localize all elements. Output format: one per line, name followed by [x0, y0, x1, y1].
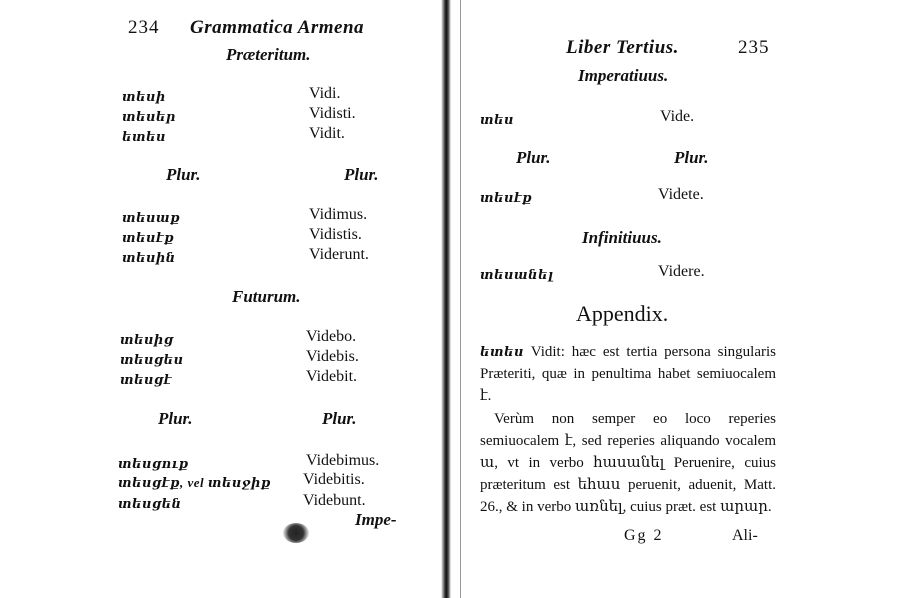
latin-form: Videre.	[658, 263, 705, 280]
left-catchword: Impe-	[355, 510, 397, 529]
armenian-word: տեսի	[122, 89, 166, 104]
latin-form: Vidimus.	[309, 206, 368, 223]
armenian-word: տեսաք	[122, 210, 181, 225]
armenian-word: ետես	[122, 129, 166, 144]
armenian-word: տեսցէք, vel տեսջիք	[118, 475, 271, 490]
appendix-paragraph-1	[480, 341, 776, 407]
left-page	[0, 0, 440, 598]
section-heading-futurum: Futurum.	[232, 287, 301, 306]
armenian-word: ետես	[480, 344, 524, 359]
latin-form: Videbitis.	[303, 471, 365, 488]
latin-form: Videte.	[658, 186, 704, 203]
armenian-word: տես	[480, 112, 514, 127]
right-page-number: 235	[738, 37, 770, 58]
left-page-number: 234	[128, 17, 160, 38]
appendix-text: Vidit: hæc est tertia persona singularis Præteriti, quæ in penultima habet semiuocalem է.	[480, 344, 777, 404]
latin-form: Videbis.	[306, 348, 359, 365]
appendix-title: Appendix.	[576, 301, 669, 326]
latin-form: Videbunt.	[303, 492, 366, 509]
plural-label-right: Plur.	[344, 165, 379, 184]
armenian-word: տեսին	[122, 250, 176, 265]
latin-form: Videbo.	[306, 328, 357, 345]
armenian-word: տեսեր	[122, 109, 176, 124]
book-gutter	[441, 0, 451, 598]
latin-form: Viderunt.	[309, 246, 369, 263]
armenian-word: տեսցէ	[120, 372, 172, 387]
section-heading-imperatiuus: Imperatiuus.	[578, 66, 669, 85]
plural-label-left: Plur.	[166, 165, 201, 184]
left-running-head: Grammatica Armena	[190, 17, 365, 38]
latin-form: Videbimus.	[306, 452, 380, 469]
armenian-word: տեսից	[120, 332, 174, 347]
armenian-word: տեսանել	[480, 267, 554, 282]
armenian-word: տեսցես	[120, 352, 184, 367]
armenian-word: տեսցեն	[118, 496, 182, 511]
section-heading-infinitiuus: Infinitiuus.	[582, 228, 662, 247]
latin-form: Vidisti.	[309, 105, 356, 122]
right-catchword: Ali-	[732, 527, 758, 544]
plural-label-left: Plur.	[516, 148, 551, 167]
right-page	[452, 0, 900, 598]
armenian-word: տեսէք	[122, 230, 175, 245]
latin-form: Vidit.	[309, 125, 345, 142]
plural-label-right: Plur.	[322, 409, 357, 428]
plural-label-left: Plur.	[158, 409, 193, 428]
latin-form: Vidi.	[309, 85, 341, 102]
latin-form: Vidistis.	[309, 226, 362, 243]
right-running-head: Liber Tertius.	[566, 37, 679, 58]
armenian-word: տեսցուք	[118, 456, 189, 471]
plural-label-right: Plur.	[674, 148, 709, 167]
signature-mark: Gg 2	[624, 527, 664, 544]
armenian-word: տեսէք	[480, 190, 533, 205]
appendix-paragraph-2: Verùm non semper eo loco reperies semiuocalem է, sed reperies aliquando vocalem ա, vt in verbo հասանել Peruenire, cuius præteritum est եհաս peruenit, aduenit, Matt. 26., & in verbo առնել, cuius præt. est արար.	[480, 411, 776, 515]
latin-form: Vide.	[660, 108, 695, 125]
section-heading-praeteritum: Præteritum.	[226, 45, 311, 64]
ink-blot	[283, 523, 309, 543]
latin-form: Videbit.	[306, 368, 358, 385]
